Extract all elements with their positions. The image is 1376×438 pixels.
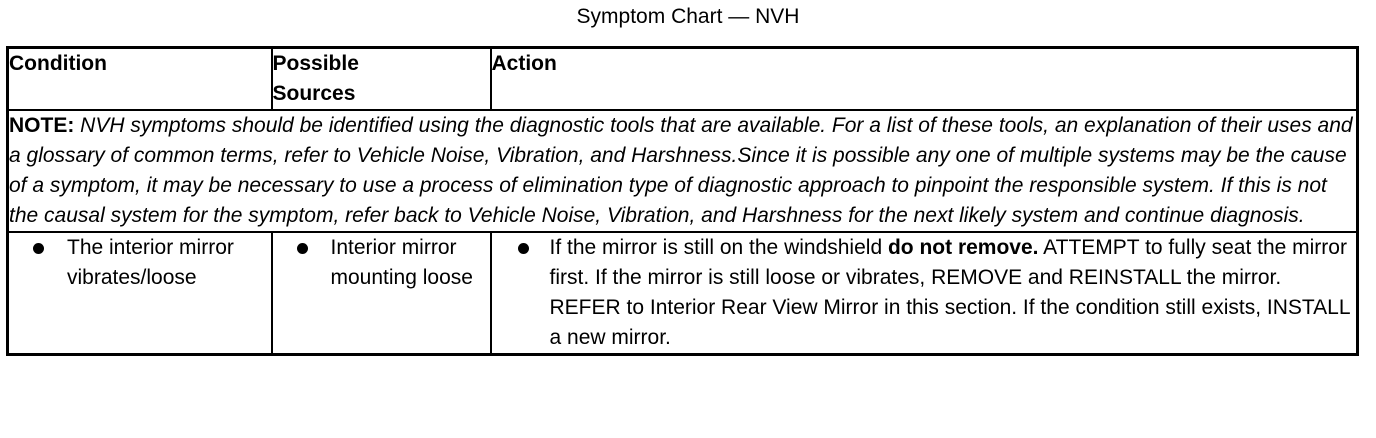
note-cell	[8, 110, 1358, 232]
condition-list	[9, 233, 271, 293]
header-possible-sources-line1: Possible	[272, 52, 359, 75]
bullet-icon	[33, 243, 44, 254]
table-header-row	[8, 48, 1358, 111]
action-text-before: If the mirror is still on the windshield	[549, 236, 888, 259]
source-text: Interior mirror mounting loose	[330, 236, 473, 289]
source-cell	[272, 232, 491, 355]
header-possible-sources	[272, 48, 491, 111]
bullet-icon	[518, 243, 529, 254]
action-cell	[491, 232, 1358, 355]
list-item	[273, 233, 490, 293]
list-item	[9, 233, 271, 293]
table-row	[8, 232, 1358, 355]
header-possible-sources-line2: Sources	[272, 82, 356, 105]
note-label: NOTE:	[9, 114, 75, 137]
header-action: Action	[491, 48, 1358, 111]
action-text-bold: do not remove.	[887, 236, 1039, 259]
page-title: Symptom Chart — NVH	[576, 5, 800, 28]
bullet-icon	[297, 243, 308, 254]
action-text-after: ATTEMPT to fully seat the mirror first. If the mirror is still loose or vibrates, REMOVE and REINSTALL the mirror. REFER to Interior Rear View Mirror in this section. If the condition still exists, INSTALL a new mirror.	[549, 236, 1350, 349]
note-text: NVH symptoms should be identified using the diagnostic tools that are available. For a list of these tools, an explanation of their uses and a glossary of common terms, refer to Vehicle Noise, Vibration, and Harshness.Since it is possible any one of multiple systems may be the cause of a symptom, it may be necessary to use a process of elimination type of diagnostic approach to pinpoint the responsible system. If this is not the causal system for the symptom, refer back to Vehicle Noise, Vibration, and Harshness for the next likely system and continue diagnosis.	[9, 114, 1353, 227]
source-list	[273, 233, 490, 293]
action-list	[492, 233, 1357, 353]
condition-cell	[8, 232, 272, 355]
header-condition: Condition	[8, 48, 272, 111]
symptom-chart-table	[6, 46, 1359, 356]
note-row	[8, 110, 1358, 232]
condition-text: The interior mirror vibrates/loose	[67, 236, 234, 289]
list-item	[492, 233, 1357, 353]
